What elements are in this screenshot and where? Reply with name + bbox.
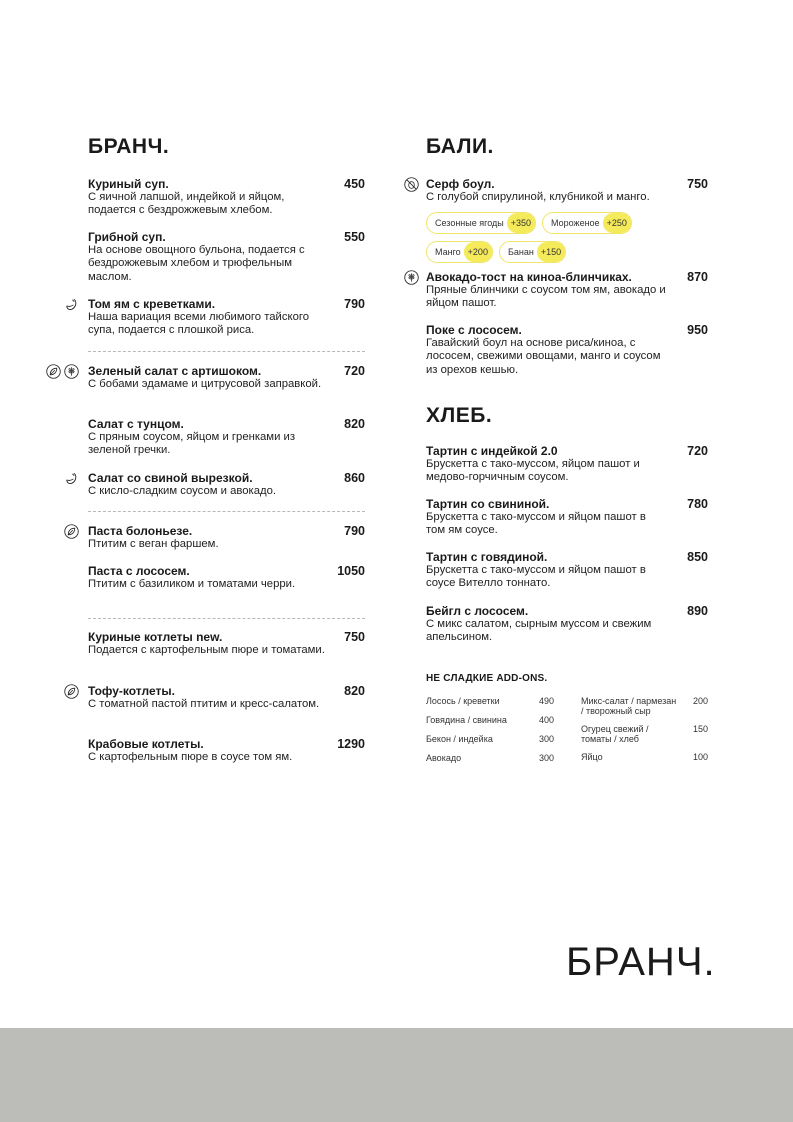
- item-description: Гавайский боул на основе риса/киноа, с лососем, свежими овощами, манго и соусом из орехов кешью.: [426, 337, 661, 376]
- menu-item: [88, 417, 365, 458]
- item-description: С пряным соусом, яйцом и гренками из зеленой гречки.: [88, 431, 296, 457]
- page-footer-title: БРАНЧ.: [566, 940, 716, 984]
- item-description: Птитим с веган фаршем.: [88, 538, 219, 550]
- brunch-section-title: БРАНЧ.: [88, 135, 170, 158]
- section-divider: [88, 618, 365, 619]
- vegan-leaf-icon: [46, 364, 61, 379]
- item-price: 870: [687, 270, 708, 284]
- addon-price: 400: [538, 715, 554, 725]
- menu-item: [426, 604, 708, 645]
- item-price: 850: [687, 550, 708, 564]
- chip-label: Манго: [435, 247, 461, 257]
- bread-section-title: ХЛЕБ.: [426, 404, 493, 427]
- item-name: Том ям с креветками.: [88, 297, 216, 311]
- menu-item: [88, 684, 365, 711]
- menu-item: [426, 444, 708, 485]
- item-name: Зеленый салат с артишоком.: [88, 364, 262, 378]
- chip-price: +200: [464, 242, 492, 262]
- item-price: 790: [344, 297, 365, 311]
- item-price: 950: [687, 323, 708, 337]
- item-description: С яичной лапшой, индейкой и яйцом, подается с бездрожжевым хлебом.: [88, 191, 285, 217]
- addon-name: Бекон / индейка: [426, 734, 493, 744]
- item-price: 860: [344, 471, 365, 485]
- item-name: Тартин со свининой.: [426, 497, 550, 511]
- item-name: Серф боул.: [426, 177, 495, 191]
- vegan-leaf-icon: [64, 684, 79, 699]
- chip-price: +150: [537, 242, 565, 262]
- item-name: Салат с тунцом.: [88, 417, 184, 431]
- menu-item: [88, 524, 365, 551]
- menu-item: [426, 177, 708, 204]
- item-price: 790: [344, 524, 365, 538]
- item-name: Куриный суп.: [88, 177, 169, 191]
- chip-label: Сезонные ягоды: [435, 218, 504, 228]
- addon-name: Огурец свежий / томаты / хлеб: [581, 724, 649, 744]
- addon-name: Микс-салат / пармезан / творожный сыр: [581, 696, 677, 716]
- item-description: С томатной пастой птитим и кресс-салатом.: [88, 698, 320, 710]
- chip-label: Мороженое: [551, 218, 600, 228]
- addon-price: 490: [538, 696, 554, 706]
- item-name: Куриные котлеты new.: [88, 630, 223, 644]
- item-description: Наша вариация всеми любимого тайского супа, подается с плошкой риса.: [88, 311, 310, 337]
- menu-item: [88, 297, 365, 338]
- item-price: 1050: [337, 564, 365, 578]
- item-price: 720: [344, 364, 365, 378]
- section-divider: [88, 351, 365, 352]
- menu-item: [88, 630, 365, 657]
- item-description: С голубой спирулиной, клубникой и манго.: [426, 191, 650, 203]
- item-description: С картофельным пюре в соусе том ям.: [88, 751, 293, 763]
- item-name: Крабовые котлеты.: [88, 737, 204, 751]
- addon-name: Яйцо: [581, 752, 603, 762]
- topping-options: [426, 241, 566, 263]
- item-price: 720: [687, 444, 708, 458]
- item-name: Поке с лососем.: [426, 323, 522, 337]
- item-name: Бейгл с лососем.: [426, 604, 529, 618]
- spicy-icon: [64, 471, 79, 486]
- addon-name: Лосось / креветки: [426, 696, 500, 706]
- topping-chip[interactable]: [426, 212, 536, 234]
- chip-price: +250: [603, 213, 631, 233]
- item-description: С микс салатом, сырным муссом и свежим апельсином.: [426, 618, 652, 644]
- addon-price: 100: [692, 752, 708, 762]
- menu-item: [88, 177, 365, 218]
- item-name: Паста с лососем.: [88, 564, 190, 578]
- item-price: 550: [344, 230, 365, 244]
- item-name: Авокадо-тост на киноа-блинчиках.: [426, 270, 632, 284]
- bali-section-title: БАЛИ.: [426, 135, 494, 158]
- addon-price: 200: [692, 696, 708, 706]
- item-price: 450: [344, 177, 365, 191]
- item-price: 750: [687, 177, 708, 191]
- item-description: Подается с картофельным пюре и томатами.: [88, 644, 325, 656]
- item-description: С бобами эдамаме и цитрусовой заправкой.: [88, 378, 322, 390]
- item-price: 780: [687, 497, 708, 511]
- item-name: Тофу-котлеты.: [88, 684, 175, 698]
- vegan-leaf-icon: [64, 524, 79, 539]
- item-price: 750: [344, 630, 365, 644]
- gluten-free-icon: [404, 270, 419, 285]
- topping-options: [426, 212, 632, 234]
- item-description: Птитим с базиликом и томатами черри.: [88, 578, 296, 590]
- item-description: На основе овощного бульона, подается с бездрожжевым хлебом и трюфельным маслом.: [88, 244, 305, 283]
- menu-item: [88, 737, 365, 764]
- topping-chip[interactable]: [426, 241, 493, 263]
- item-description: Брускетта с тако-муссом и яйцом пашот в соусе Вителло тоннато.: [426, 564, 646, 590]
- item-description: С кисло-сладким соусом и авокадо.: [88, 485, 277, 497]
- chip-label: Банан: [507, 247, 534, 257]
- item-name: Салат со свиной вырезкой.: [88, 471, 253, 485]
- menu-item: [88, 364, 365, 391]
- menu-item: [426, 550, 708, 591]
- no-nuts-icon: [404, 177, 419, 192]
- item-name: Тартин с говядиной.: [426, 550, 548, 564]
- gluten-free-icon: [64, 364, 79, 379]
- menu-item: [88, 471, 365, 498]
- menu-item: [426, 270, 708, 311]
- item-description: Пряные блинчики с соусом том ям, авокадо и яйцом пашот.: [426, 284, 666, 310]
- menu-item: [426, 497, 708, 538]
- item-price: 890: [687, 604, 708, 618]
- item-price: 820: [344, 417, 365, 431]
- item-price: 1290: [337, 737, 365, 751]
- addon-name: Говядина / свинина: [426, 715, 507, 725]
- menu-item: [426, 323, 708, 377]
- item-name: Паста болоньезе.: [88, 524, 193, 538]
- section-divider: [88, 511, 365, 512]
- topping-chip[interactable]: [499, 241, 566, 263]
- item-price: 820: [344, 684, 365, 698]
- item-description: Брускетта с тако-муссом и яйцом пашот в том ям соусе.: [426, 511, 646, 537]
- footer-band: [0, 1028, 793, 1122]
- addon-price: 300: [538, 734, 554, 744]
- addon-price: 300: [538, 753, 554, 763]
- item-name: Тартин с индейкой 2.0: [426, 444, 558, 458]
- topping-chip[interactable]: [542, 212, 632, 234]
- addons-title: НЕ СЛАДКИЕ ADD-ONS.: [426, 673, 548, 684]
- addon-name: Авокадо: [426, 753, 462, 763]
- addon-price: 150: [692, 724, 708, 734]
- spicy-icon: [64, 297, 79, 312]
- item-name: Грибной суп.: [88, 230, 166, 244]
- menu-item: [88, 230, 365, 284]
- item-description: Брускетта с тако-муссом, яйцом пашот и медово-горчичным соусом.: [426, 458, 640, 484]
- menu-item: [88, 564, 365, 591]
- chip-price: +350: [507, 213, 535, 233]
